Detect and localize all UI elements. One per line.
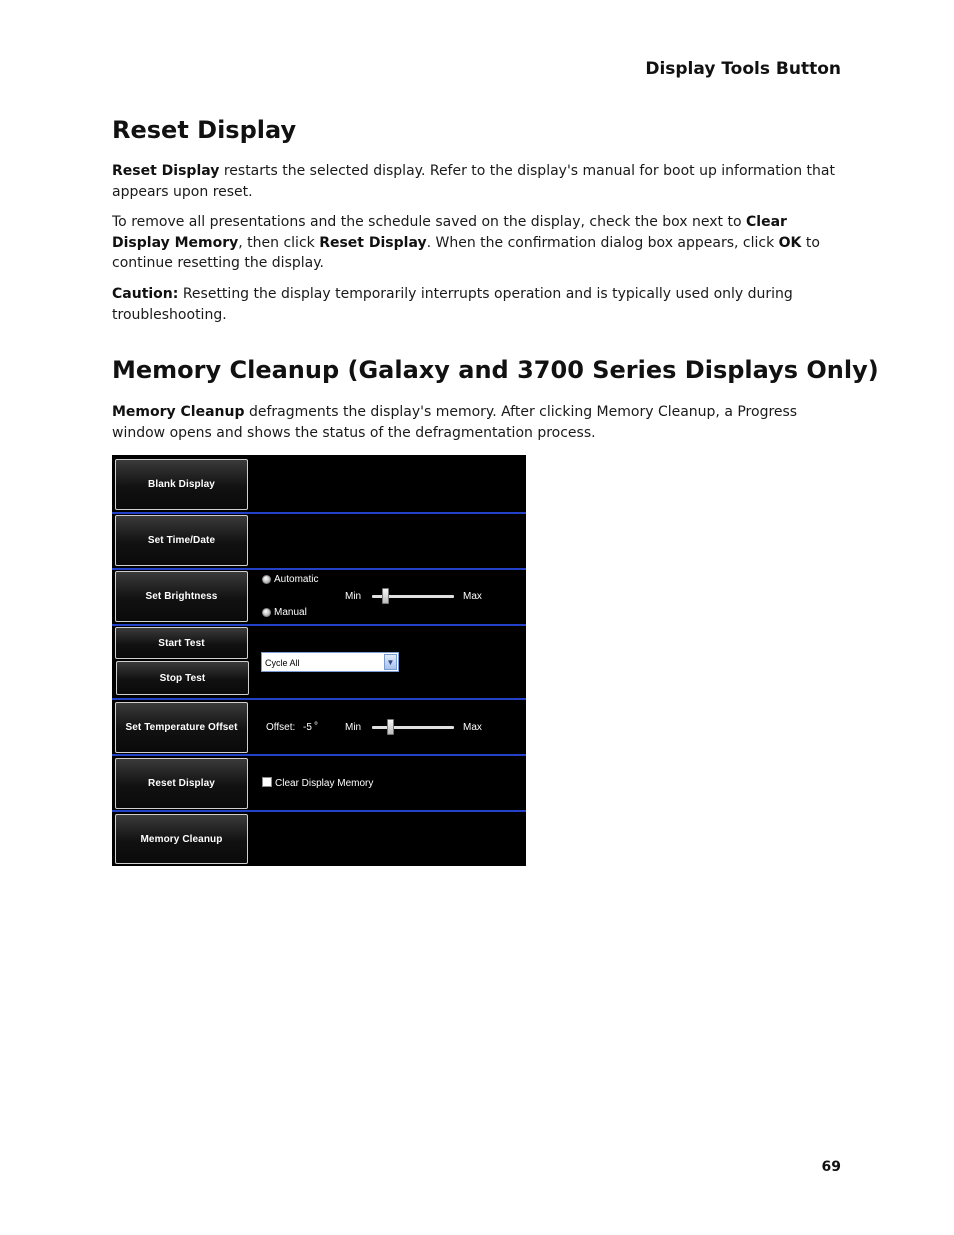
start-test-button[interactable]: Start Test <box>115 627 248 659</box>
reset-p2-t3: . When the confirmation dialog box appears, click <box>426 234 779 251</box>
heading-reset-display: Reset Display <box>112 116 297 144</box>
set-time-date-button[interactable]: Set Time/Date <box>115 515 248 566</box>
row-separator <box>112 512 526 514</box>
memory-p1-text: defragments the display's memory. After clicking Memory Cleanup, a Progress window opens and shows the status of the defragmentation process. <box>112 404 798 441</box>
reset-p2-b3: OK <box>778 234 802 251</box>
temperature-max-label: Max <box>463 722 482 733</box>
set-temperature-offset-button[interactable]: Set Temperature Offset <box>115 702 248 753</box>
automatic-radio[interactable] <box>262 575 271 584</box>
heading-memory-cleanup: Memory Cleanup (Galaxy and 3700 Series Displays Only) <box>112 356 879 384</box>
reset-p2-t1: To remove all presentations and the schedule saved on the display, check the box next to <box>112 214 746 230</box>
clear-display-memory-label: Clear Display Memory <box>275 778 374 789</box>
caution-text: Resetting the display temporarily interrupts operation and is typically used only during troubleshooting. <box>112 286 793 323</box>
reset-paragraph-2 <box>112 212 840 274</box>
test-mode-select[interactable] <box>261 652 399 672</box>
row-separator <box>112 754 526 756</box>
offset-value: -5 <box>303 722 312 733</box>
caution-label: Caution: <box>112 286 179 302</box>
brightness-max-label: Max <box>463 591 482 602</box>
reset-p1-text: restarts the selected display. Refer to the display's manual for boot up information that appears upon reset. <box>112 163 835 200</box>
reset-p2-b2: Reset Display <box>319 234 427 251</box>
row-separator <box>112 568 526 570</box>
running-header: Display Tools Button <box>645 59 841 79</box>
brightness-min-label: Min <box>345 591 362 602</box>
temperature-slider-track[interactable] <box>372 726 454 729</box>
caution-paragraph <box>112 284 840 325</box>
manual-label: Manual <box>274 607 307 618</box>
reset-p2-t2: , then click <box>238 234 320 251</box>
memory-cleanup-button[interactable]: Memory Cleanup <box>115 814 248 864</box>
clear-display-memory-checkbox[interactable] <box>262 777 272 787</box>
row-separator <box>112 810 526 812</box>
manual-radio[interactable] <box>262 608 271 617</box>
memory-paragraph <box>112 402 840 443</box>
temperature-min-label: Min <box>345 722 362 733</box>
stop-test-button[interactable]: Stop Test <box>116 661 249 695</box>
page-number: 69 <box>821 1159 841 1175</box>
row-separator <box>112 698 526 700</box>
row-separator <box>112 624 526 626</box>
reset-display-button[interactable]: Reset Display <box>115 758 248 809</box>
blank-display-button[interactable]: Blank Display <box>115 459 248 510</box>
reset-p2-b1: Clear Display Memory <box>112 214 787 251</box>
offset-label: Offset: <box>266 722 296 733</box>
offset-unit: ° <box>314 721 318 732</box>
chevron-down-icon[interactable]: ▼ <box>384 654 397 670</box>
memory-p1-bold: Memory Cleanup <box>112 404 245 420</box>
brightness-slider-thumb[interactable] <box>382 588 389 604</box>
test-mode-selected: Cycle All <box>265 658 300 668</box>
automatic-label: Automatic <box>274 574 319 585</box>
set-brightness-button[interactable]: Set Brightness <box>115 571 248 622</box>
reset-p2-t4: to continue resetting the display. <box>112 234 820 271</box>
reset-paragraph-1 <box>112 161 840 202</box>
temperature-slider-thumb[interactable] <box>387 719 394 735</box>
display-tools-panel <box>112 455 526 866</box>
reset-p1-bold: Reset Display <box>112 163 220 179</box>
